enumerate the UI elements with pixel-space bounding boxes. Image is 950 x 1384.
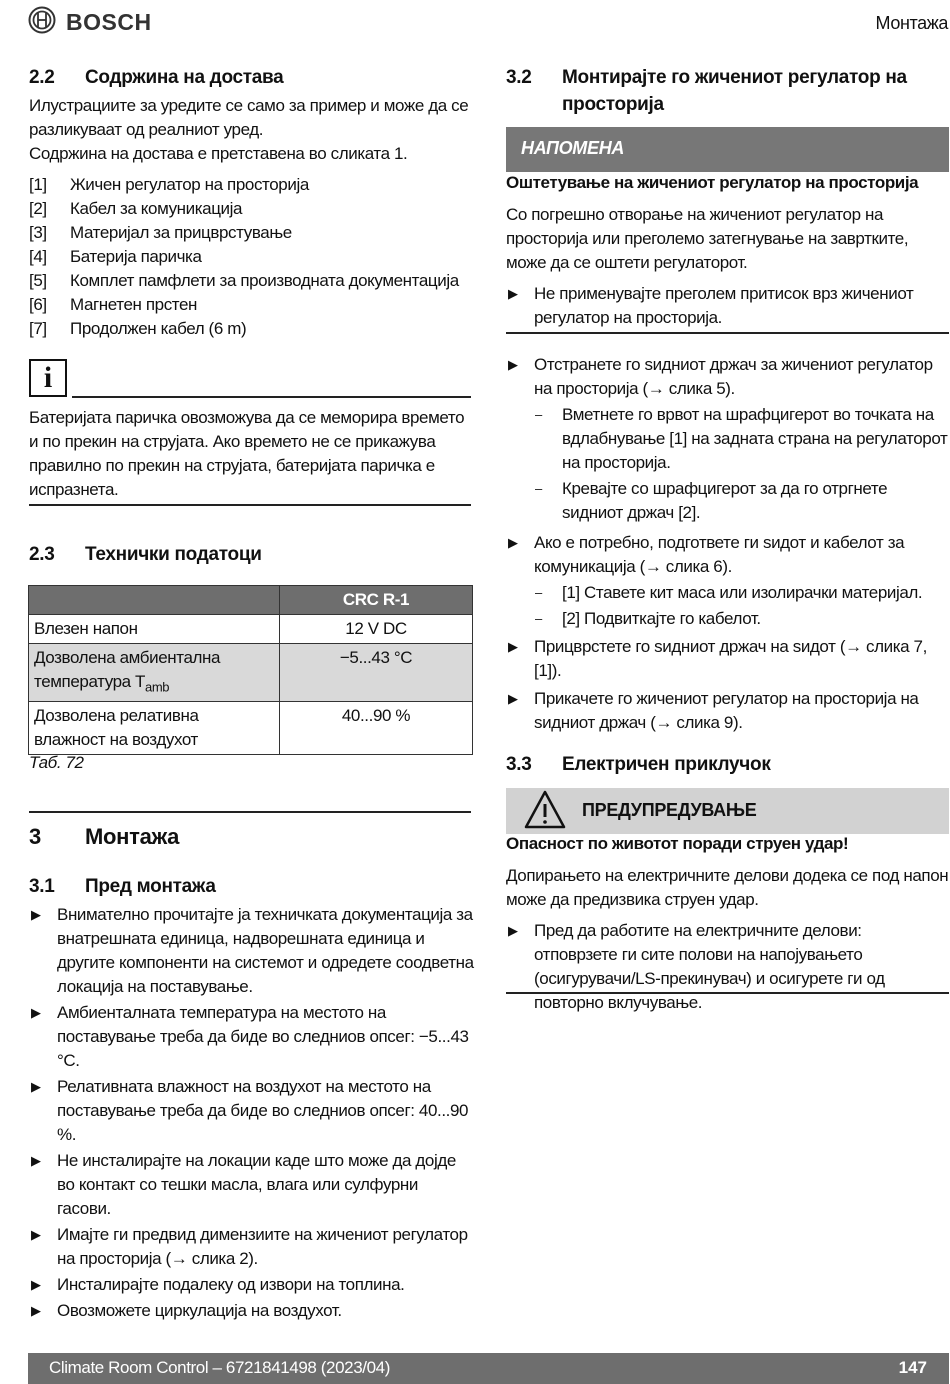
list-item: [2] Кабел за комуникација	[29, 199, 243, 218]
delivery-list	[29, 173, 469, 341]
list-item: ▶ Прицврстете го ѕидниот држач на ѕидот (→ слика 7, [1]).	[506, 635, 950, 683]
list-item: [1] Жичен регулатор на просторија	[29, 175, 309, 194]
info-icon: i	[29, 359, 67, 397]
section-2-2-intro	[29, 94, 469, 166]
chapter-rule	[29, 811, 471, 813]
list-item: ▶ Имајте ги предвид димензиите на жичениот регулатор на просторија (→ слика 2).	[29, 1223, 474, 1271]
warning-text: Допирањето на електричните делови додека се под напон може да предизвика струен удар.	[506, 866, 949, 909]
footer-bar	[28, 1353, 949, 1384]
sub-item: – [1] Ставете кит маса или изолирачки материјал.	[534, 581, 950, 605]
note-banner	[506, 127, 949, 172]
sub-item: – Вметнете го врвот на шрафцигерот во точката на вдлабнување [1] на задната страна на регулаторот на просторија.	[534, 403, 950, 475]
table-header-empty	[29, 586, 280, 615]
section-3-2-heading: 3.2 Монтирајте го жичениот регулатор на просторија	[506, 67, 907, 115]
table-row: Влезен напон 12 V DC	[29, 615, 473, 644]
warning-title: Опасност по животот поради струен удар!	[506, 834, 849, 853]
footer-text: Climate Room Control – 6721841498 (2023/04)	[49, 1358, 390, 1377]
list-item: ▶ Инсталирајте подалеку од извори на топлина.	[29, 1273, 474, 1297]
header-section: Монтажа	[875, 13, 948, 33]
warning-label: ПРЕДУПРЕДУВАЊЕ	[582, 800, 757, 820]
table-row: Дозволена релативна влажност на воздухот 40...90 %	[29, 702, 473, 755]
chapter-3-heading: 3 Монтажа	[29, 824, 180, 849]
list-item: [3] Материјал за прицврстување	[29, 223, 292, 242]
warning-triangle-icon	[524, 790, 566, 835]
list-item: ▶ Овозможете циркулација на воздухот.	[29, 1299, 474, 1323]
list-item: [7] Продолжен кабел (6 m)	[29, 319, 247, 338]
info-top-rule	[72, 396, 471, 398]
sub-item: – Кревајте со шрафцигерот за да го отргнете ѕидниот држач [2].	[534, 477, 950, 525]
list-item: [4] Батерија паричка	[29, 247, 202, 266]
list-item: ▶ Прикачете го жичениот регулатор на просторија на ѕидниот држач (→ слика 9).	[506, 687, 950, 735]
section-2-3-heading: 2.3 Технички податоци	[29, 544, 262, 565]
bosch-armature-icon	[28, 6, 56, 39]
list-item: ▶ Релативната влажност на воздухот на местото на поставување треба да биде во следниов опсег: 40...90 %.	[29, 1075, 474, 1147]
note-bottom-rule	[506, 332, 949, 334]
list-item: ▶ Ако е потребно, подгответе ги ѕидот и кабелот за комуникација (→ слика 6). – [1] Ставете кит маса или изолирачки материјал. – [2] Подвиткајте го кабелот.	[506, 531, 950, 631]
warning-bottom-rule	[506, 992, 949, 994]
tech-data-table	[28, 585, 473, 755]
section-2-2-heading: 2.2 Содржина на достава	[29, 67, 284, 88]
note-label: НАПОМЕНА	[521, 138, 625, 158]
table-header-model: CRC R-1	[280, 586, 473, 615]
warning-banner	[506, 788, 949, 834]
list-item: ▶ Внимателно прочитајте ја техничката документација за внатрешната единица, надворешната единица и другите компоненти на системот и одредете соодветна локација на поставување.	[29, 903, 474, 999]
intro-paragraph-2: Содржина на достава е претставена во сликата 1.	[29, 144, 408, 163]
list-item: ▶ Амбиенталната температура на местото на поставување треба да биде во следниов опсег: −5...43 °C.	[29, 1001, 474, 1073]
table-caption: Таб. 72	[29, 753, 84, 772]
page-number: 147	[898, 1358, 927, 1377]
intro-paragraph: Илустрациите за уредите се само за пример и може да се разликуваат од реалниот уред.	[29, 96, 469, 139]
brand-logo	[28, 7, 152, 37]
info-text: Батеријата паричка овозможува да се меморира времето и по прекин на струјата. Ако времето не се прикажува правилно по прекин на струјата, батеријата паричка е испразнета.	[29, 408, 465, 499]
note-text: Со погрешно отворање на жичениот регулатор на просторија или преголемо затегнување на завртките, може да се оштети регулаторот.	[506, 205, 909, 272]
table-row: Дозволена амбиентална температура $T_{amb}$ −5...43 °C	[29, 644, 473, 702]
note-bullet: ▶ Не применувајте преголем притисок врз жичениот регулатор на просторија.	[506, 282, 949, 332]
brand-name: BOSCH	[66, 8, 152, 35]
info-bottom-rule	[29, 504, 471, 506]
section-3-3-heading: 3.3 Електричен приклучок	[506, 754, 771, 775]
section-3-1-list	[29, 903, 474, 1325]
list-item: ▶ Отстранете го ѕидниот држач за жичениот регулатор на просторија (→ слика 5). – Вметнете го врвот на шрафцигерот во точката на вдлабнување [1] на задната страна на регулаторот на просторија. – Кревајте со шрафцигерот за да го отргнете ѕидниот држач [2].	[506, 353, 950, 525]
note-title: Оштетување на жичениот регулатор на просторија	[506, 173, 919, 192]
list-item: [5] Комплет памфлети за производната документација	[29, 271, 459, 290]
section-3-1-heading: 3.1 Пред монтажа	[29, 876, 216, 897]
sub-item: – [2] Подвиткајте го кабелот.	[534, 607, 950, 631]
list-item: ▶ Не инсталирајте на локации каде што може да дојде во контакт со тешки масла, влага или сулфурни гасови.	[29, 1149, 474, 1221]
list-item: [6] Магнетен прстен	[29, 295, 198, 314]
section-3-2-steps	[506, 353, 950, 737]
warning-bullet: ▶ Пред да работите на електричните делови: отповрзете ги сите полови на напојувањето (осигурувачи/LS-прекинувач) и осигурете ги од повторно вклучување.	[506, 919, 949, 1017]
